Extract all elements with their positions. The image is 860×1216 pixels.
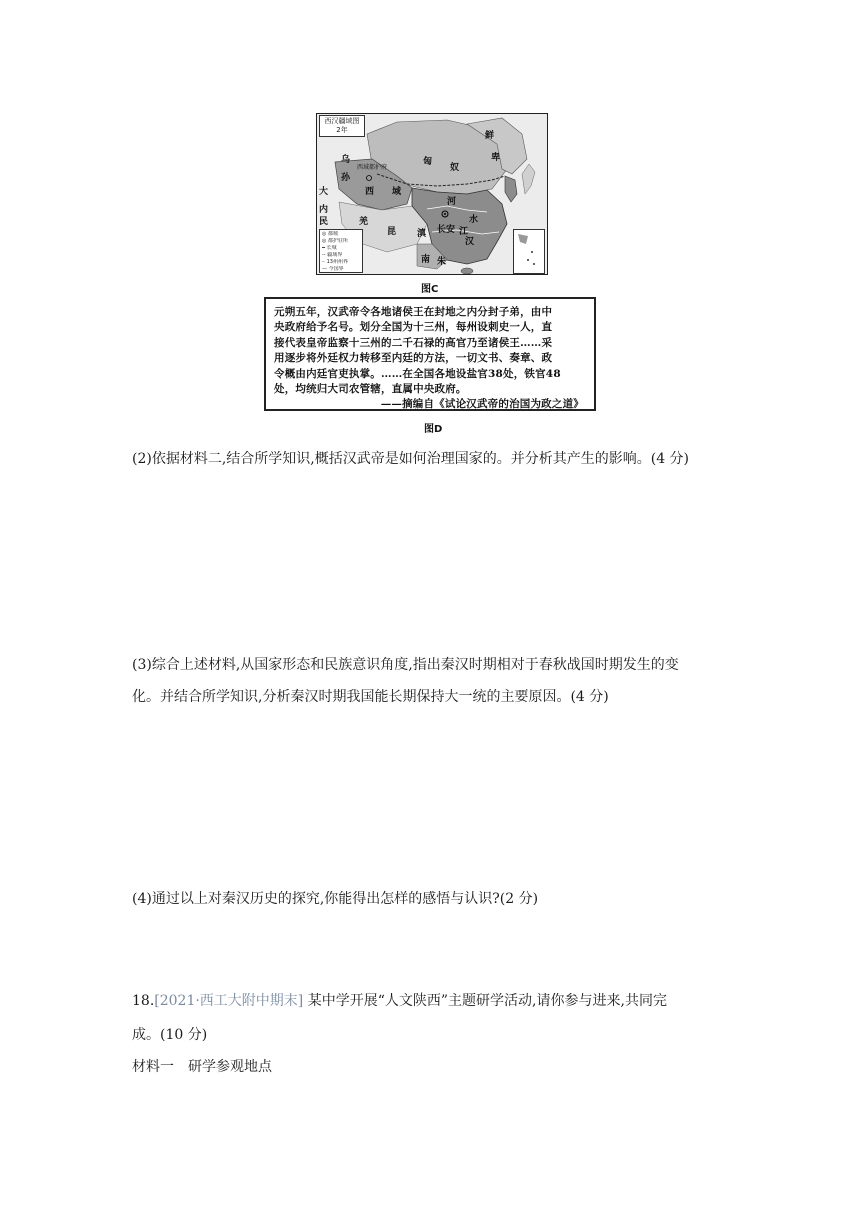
label-changan: 长安 xyxy=(437,225,456,235)
question-18-text-1: 某中学开展“人文陕西”主题研学活动,请你参与进来,共同完 xyxy=(307,993,667,1009)
quote-line-4: 用逐步将外廷权力转移至内廷的方法，一切文书、奏章、政 xyxy=(274,352,553,365)
map-title xyxy=(319,115,365,137)
legend-border: -- 疆域界 xyxy=(322,252,343,258)
label-xi: 西 xyxy=(365,187,375,197)
label-wu: 乌 xyxy=(341,155,351,165)
legend-wall: ━ 长城 xyxy=(322,245,337,251)
legend-national: — 今国界 xyxy=(322,266,344,272)
map-legend xyxy=(319,229,363,273)
label-kun: 昆 xyxy=(387,227,397,237)
legend-prefecture: ┈ 13州州界 xyxy=(322,259,348,265)
label-da: 大 xyxy=(319,187,329,197)
label-nan: 南 xyxy=(421,255,431,265)
question-18-line2: 成。(10 分) xyxy=(132,1027,208,1043)
label-min: 民 xyxy=(319,217,329,227)
quote-line-5: 令概由内廷官吏执掌。……在全国各地设盐官38处，铁官48 xyxy=(274,367,561,380)
quote-box xyxy=(264,297,596,411)
question-3-line2: 化。并结合所学知识,分析秦汉时期我国能长期保持大一统的主要原因。(4 分) xyxy=(132,689,609,705)
label-sun: 孙 xyxy=(341,173,351,183)
legend-duhu: ◎ 都护驻所 xyxy=(322,238,348,244)
label-shui: 水 xyxy=(469,215,479,225)
label-jiang: 江 xyxy=(459,227,469,237)
quote-line-1: 元朔五年，汉武帝令各地诸侯王在封地之内分封子弟，由中 xyxy=(274,306,553,318)
quote-line-2: 央政府给予名号。划分全国为十三州，每州设刺史一人，直 xyxy=(274,321,553,334)
label-qiang: 羌 xyxy=(359,217,369,227)
quote-source: ——摘编自《试论汉武帝的治国为政之道》 xyxy=(380,398,584,411)
material-1-heading: 材料一 研学参观地点 xyxy=(132,1059,272,1075)
label-nei: 内 xyxy=(319,205,329,215)
figure-c-caption: 图C xyxy=(421,284,439,295)
south-sea-inset xyxy=(513,229,545,274)
label-xiongnu-2: 奴 xyxy=(450,163,460,173)
legend-capital: ◎ 都城 xyxy=(322,231,338,237)
quote-line-6: 处，均统归大司农管辖，直属中央政府。 xyxy=(274,383,467,396)
question-4: (4)通过以上对秦汉历史的探究,你能得出怎样的感悟与认识?(2 分) xyxy=(132,891,539,907)
label-xiongnu-1: 匈 xyxy=(423,157,433,167)
label-xianbei-2: 卑 xyxy=(491,153,501,163)
map-title-line2: 2年 xyxy=(336,126,348,134)
quote-line-3: 接代表皇帝监察十三州的二千石禄的高官乃至诸侯王……采 xyxy=(274,336,553,349)
label-zhu: 朱 xyxy=(437,257,447,267)
label-dian: 滇 xyxy=(417,229,427,239)
label-xianbei-1: 鲜 xyxy=(485,131,495,141)
han-territory-map xyxy=(316,113,548,275)
question-2: (2)依据材料二,结合所学知识,概括汉武帝是如何治理国家的。并分析其产生的影响。(4 分) xyxy=(132,451,690,467)
question-18-source: [2021·西工大附中期末] xyxy=(154,993,304,1009)
map-title-line1: 西汉疆域图 xyxy=(324,117,360,125)
question-3-line1: (3)综合上述材料,从国家形态和民族意识角度,指出秦汉时期相对于春秋战国时期发生的变 xyxy=(132,657,679,673)
question-18-number: 18. xyxy=(132,993,155,1009)
label-he: 河 xyxy=(447,197,457,207)
label-yu: 域 xyxy=(392,187,402,197)
label-han: 汉 xyxy=(465,237,475,247)
label-xiyu-duhu: 西域都护府 xyxy=(357,164,388,171)
question-18-line1 xyxy=(132,992,667,1010)
figure-d-caption: 图D xyxy=(424,424,443,435)
